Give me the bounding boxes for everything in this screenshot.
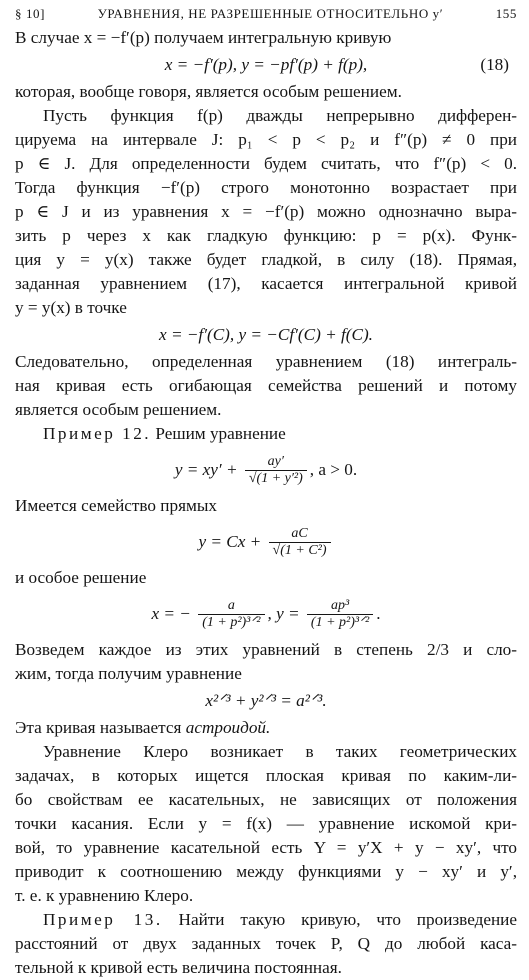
fraction-denominator: √(1 + C²)	[272, 543, 327, 559]
text-line: Имеется семейство прямых	[15, 496, 218, 515]
example-12-condition: , a > 0.	[309, 460, 358, 479]
book-page	[15, 6, 517, 980]
text-line: т. е. к уравнению Клеро.	[15, 886, 194, 905]
text-line: жим, тогда получим уравнение	[15, 664, 242, 683]
text-line: зить p через x как гладкую функцию: p = p(x). Функ-	[15, 226, 517, 245]
astroid-equation: x²ᐟ³ + y²ᐟ³ = a²ᐟ³.	[205, 691, 327, 710]
family-lhs: y = Cx +	[198, 532, 262, 551]
fraction-numerator: a	[198, 599, 264, 615]
running-header	[15, 6, 517, 26]
singular-x-lhs: x = −	[151, 604, 191, 623]
text-line: которая, вообще говоря, является особым решением.	[15, 82, 402, 101]
text-line: p ∈ J. Для определенности будем считать, что f″(p) < 0.	[15, 154, 517, 173]
singular-y-lhs: , y =	[267, 604, 300, 623]
example-12-equation	[15, 446, 517, 494]
text-line: расстояний от двух заданных точек P, Q до любой каса-	[15, 934, 517, 953]
example-12-heading	[15, 422, 517, 446]
text-line: бо свойствам ее касательных, не зависящих от положения	[15, 790, 517, 809]
astroid-term: астроидой.	[185, 718, 271, 737]
equation-18-number: (18)	[480, 55, 509, 74]
equation-18-body: x = −f′(p), y = −pf′(p) + f(p),	[164, 55, 368, 74]
text-line: Возведем каждое из этих уравнений в степень 2/3 и сло-	[15, 640, 517, 659]
fraction-denominator: (1 + p²)³ᐟ²	[202, 615, 261, 631]
text-line: задачах, в которых ищется плоская кривая по каким-ли-	[15, 766, 517, 785]
fraction-numerator: ay′	[245, 455, 307, 471]
text-line: цируема на интервале J: p₁ < p < p₂ и f″(p) ≠ 0 при	[15, 130, 517, 149]
example-13-text: Найти такую кривую, что произведение	[162, 910, 517, 929]
text-line: p ∈ J и из уравнения x = −f′(p) можно однозначно выра-	[15, 202, 517, 221]
example-12-label: Пример 12.	[43, 424, 152, 443]
example-12-fraction	[245, 455, 307, 486]
text-line: вой, то уравнение касательной есть Y = y′X + y − xy′, что	[15, 838, 517, 857]
singular-end: .	[376, 604, 381, 623]
singular-solution-equation	[15, 590, 517, 638]
text-line: заданная уравнением (17), касается интегральной кривой	[15, 274, 517, 293]
text-line: В случае x = −f′(p) получаем интегральную кривую	[15, 28, 392, 47]
singular-y-fraction	[307, 599, 373, 630]
equation-18	[15, 50, 517, 80]
example-12-lhs: y = xy′ +	[174, 460, 238, 479]
text-line: ция y = y(x) также будет гладкой, в силу (18). Прямая,	[15, 250, 517, 269]
chapter-title: УРАВНЕНИЯ, НЕ РАЗРЕШЕННЫЕ ОТНОСИТЕЛЬНО y′	[97, 6, 444, 21]
text-line: ная кривая есть огибающая семейства решений и потому	[15, 376, 517, 395]
text-line: Пусть функция f(p) дважды непрерывно дифферен-	[43, 106, 517, 125]
singular-x-fraction	[198, 599, 264, 630]
text-line: Следовательно, определенная уравнением (18) интеграль-	[15, 352, 517, 371]
fraction-denominator: √(1 + y′²)	[248, 471, 303, 487]
text-line: является особым решением.	[15, 400, 222, 419]
equation-tangent-point: x = −f′(C), y = −Cf′(C) + f(C).	[159, 325, 373, 344]
fraction-numerator: ap³	[307, 599, 373, 615]
text-line: точки касания. Если y = f(x) — уравнение искомой кри-	[15, 814, 517, 833]
text-line: тельной к кривой есть величина постоянная.	[15, 958, 342, 977]
example-12-text: Решим уравнение	[151, 424, 286, 443]
example-13-heading	[15, 908, 517, 932]
fraction-numerator: aC	[269, 527, 331, 543]
family-fraction	[269, 527, 331, 558]
astroid-text: Эта кривая называется	[15, 718, 186, 737]
text-line: Тогда функция −f′(p) строго монотонно возрастает при	[15, 178, 517, 197]
text-line: y = y(x) в точке	[15, 298, 127, 317]
text-line: и особое решение	[15, 568, 147, 587]
example-13-label: Пример 13.	[43, 910, 163, 929]
page-number: 155	[495, 6, 517, 21]
text-line: приводит к соотношению между функциями y − xy′ и y′,	[15, 862, 517, 881]
family-equation	[15, 518, 517, 566]
astroid-line	[15, 716, 517, 740]
text-line: Уравнение Клеро возникает в таких геометрических	[43, 742, 517, 761]
fraction-denominator: (1 + p²)³ᐟ²	[310, 615, 370, 631]
section-marker: § 10]	[15, 6, 46, 21]
